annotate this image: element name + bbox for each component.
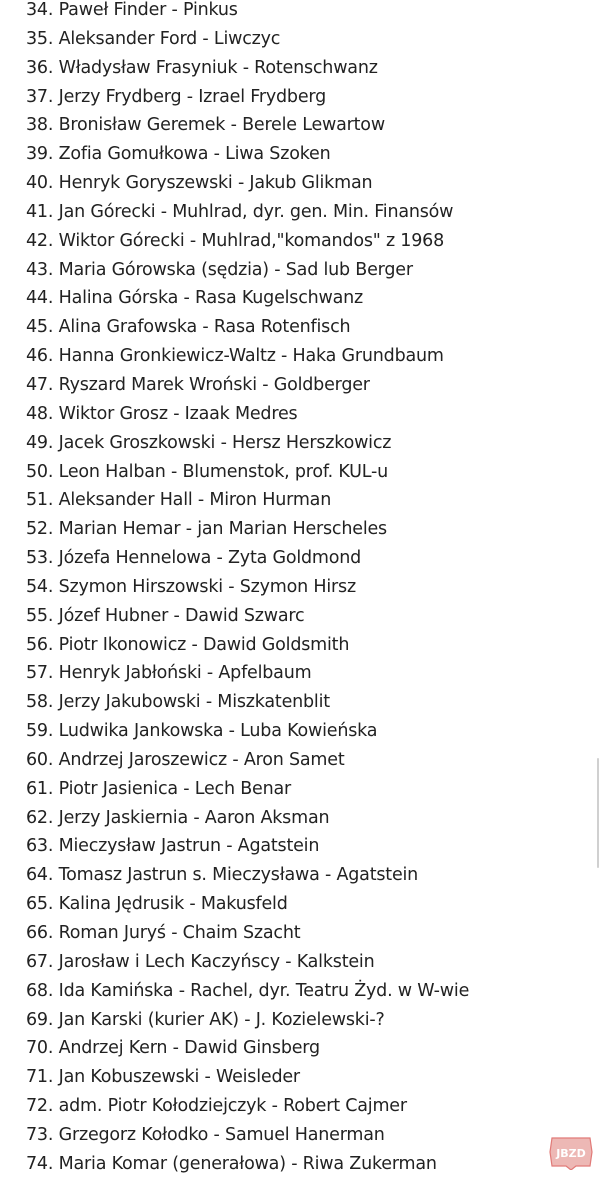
list-item-text: Piotr Ikonowicz - Dawid Goldsmith: [58, 634, 350, 655]
list-item: [0, 198, 600, 227]
list-item: [0, 890, 600, 919]
list-item: [0, 919, 600, 948]
list-item-text: Leon Halban - Blumenstok, prof. KUL-u: [58, 461, 388, 482]
list-item-text: Andrzej Kern - Dawid Ginsberg: [58, 1038, 320, 1059]
watermark-text: JBZD: [556, 1147, 586, 1160]
list-item-number: 70.: [26, 1038, 54, 1059]
list-item: [0, 1063, 600, 1092]
list-item: [0, 515, 600, 544]
list-item-number: 68.: [26, 980, 54, 1001]
list-item-text: Roman Juryś - Chaim Szacht: [58, 923, 301, 943]
list-item: [0, 140, 600, 169]
list-item-text: Jerzy Jakubowski - Miszkatenblit: [58, 692, 330, 713]
list-item-text: Jerzy Frydberg - Izrael Frydberg: [58, 86, 326, 107]
list-item: [0, 631, 600, 660]
list-item-text: Jacek Groszkowski - Hersz Herszkowicz: [58, 432, 392, 453]
list-item-number: 74.: [26, 1153, 54, 1174]
list-item-text: Maria Górowska (sędzia) - Sad lub Berger: [58, 259, 413, 280]
list-item-number: 45.: [26, 317, 54, 338]
list-item: [0, 227, 600, 256]
list-item: [0, 602, 600, 631]
list-item: [0, 1121, 600, 1150]
list-item: [0, 256, 600, 285]
list-item: [0, 458, 600, 487]
list-item: [0, 1034, 600, 1063]
list-item-text: Alina Grafowska - Rasa Rotenfisch: [58, 317, 351, 338]
list-item-text: Hanna Gronkiewicz-Waltz - Haka Grundbaum: [58, 346, 444, 367]
list-item-number: 57.: [26, 663, 54, 684]
list-item-text: Andrzej Jaroszewicz - Aron Samet: [58, 749, 345, 770]
list-item-number: 60.: [26, 749, 54, 770]
list-item: [0, 111, 600, 140]
list-item-number: 34.: [26, 0, 54, 20]
list-item-number: 53.: [26, 548, 54, 569]
list-item-number: 38.: [26, 115, 54, 136]
list-item-number: 52.: [26, 519, 54, 540]
list-item-text: Zofia Gomułkowa - Liwa Szoken: [58, 144, 331, 165]
list-item-text: Jerzy Jaskiernia - Aaron Aksman: [58, 807, 330, 828]
list-item-number: 72.: [26, 1096, 54, 1117]
list-item: [0, 1150, 600, 1178]
list-item: [0, 284, 600, 313]
list-item-text: Józef Hubner - Dawid Szwarc: [58, 605, 305, 626]
list-item-text: Grzegorz Kołodko - Samuel Hanerman: [58, 1124, 385, 1145]
list-item: [0, 948, 600, 977]
list-item-number: 43.: [26, 259, 54, 280]
list-item-text: Wiktor Górecki - Muhlrad,"komandos" z 1968: [58, 230, 445, 251]
list-item-text: Marian Hemar - jan Marian Herscheles: [58, 519, 387, 540]
list-item-text: Jarosław i Lech Kaczyńscy - Kalkstein: [58, 951, 375, 972]
list-item: [0, 83, 600, 112]
list-item-text: Ryszard Marek Wroński - Goldberger: [58, 374, 370, 395]
list-item: [0, 1006, 600, 1035]
list-item: [0, 804, 600, 833]
list-item-number: 36.: [26, 57, 54, 78]
list-item-text: Henryk Jabłoński - Apfelbaum: [58, 663, 312, 684]
list-item-number: 67.: [26, 951, 54, 972]
list-item-text: Bronisław Geremek - Berele Lewartow: [58, 115, 385, 136]
list-item-number: 58.: [26, 692, 54, 713]
list-item: [0, 54, 600, 83]
list-item-number: 41.: [26, 201, 54, 222]
list-item-number: 62.: [26, 807, 54, 828]
list-item: [0, 371, 600, 400]
list-item-number: 64.: [26, 865, 54, 886]
list-item: [0, 573, 600, 602]
list-item: [0, 688, 600, 717]
list-item: [0, 1092, 600, 1121]
scrollbar[interactable]: [597, 758, 599, 868]
list-item: [0, 717, 600, 746]
list-item-number: 44.: [26, 288, 54, 309]
list-item: [0, 342, 600, 371]
list-item-text: Józefa Hennelowa - Zyta Goldmond: [58, 548, 362, 569]
list-item: [0, 169, 600, 198]
list-item: [0, 0, 600, 25]
list-item-text: Szymon Hirszowski - Szymon Hirsz: [58, 576, 356, 597]
list-item-text: Ida Kamińska - Rachel, dyr. Teatru Żyd. w W-wie: [58, 980, 470, 1001]
list-item-number: 56.: [26, 634, 54, 655]
list-item-number: 50.: [26, 461, 54, 482]
list-item-text: Mieczysław Jastrun - Agatstein: [58, 836, 320, 857]
list-item-text: Aleksander Hall - Miron Hurman: [58, 490, 332, 511]
list-item-text: Tomasz Jastrun s. Mieczysława - Agatstein: [58, 865, 419, 886]
list-item: [0, 832, 600, 861]
list-item: [0, 977, 600, 1006]
list-item-text: Jan Kobuszewski - Weisleder: [58, 1067, 300, 1088]
list-item-number: 40.: [26, 173, 54, 194]
list-item-number: 73.: [26, 1124, 54, 1145]
list-item-number: 71.: [26, 1067, 54, 1088]
list-item-number: 55.: [26, 605, 54, 626]
list-item-number: 42.: [26, 230, 54, 251]
list-item: [0, 659, 600, 688]
list-item-number: 48.: [26, 403, 54, 424]
list-item-number: 65.: [26, 894, 54, 915]
list-item: [0, 775, 600, 804]
list-item-text: adm. Piotr Kołodziejczyk - Robert Cajmer: [58, 1096, 407, 1117]
list-item-number: 37.: [26, 86, 54, 107]
list-item: [0, 313, 600, 342]
list-item-text: Jan Górecki - Muhlrad, dyr. gen. Min. Finansów: [58, 201, 454, 222]
list-item-number: 49.: [26, 432, 54, 453]
list-item: [0, 746, 600, 775]
list-item: [0, 486, 600, 515]
list-item-text: Wiktor Grosz - Izaak Medres: [58, 403, 298, 424]
list-item-number: 51.: [26, 490, 54, 511]
list-item-number: 61.: [26, 778, 54, 799]
list-item-text: Paweł Finder - Pinkus: [58, 0, 238, 20]
list-item: [0, 861, 600, 890]
list-item-text: Halina Górska - Rasa Kugelschwanz: [58, 288, 364, 309]
list-item-number: 46.: [26, 346, 54, 367]
list-item: [0, 544, 600, 573]
list-item: [0, 429, 600, 458]
list-item-number: 69.: [26, 1009, 54, 1030]
list-item-text: Maria Komar (generałowa) - Riwa Zukerman: [58, 1153, 437, 1174]
list-item-text: Ludwika Jankowska - Luba Kowieńska: [58, 721, 378, 742]
list-item-text: Aleksander Ford - Liwczyc: [58, 28, 281, 49]
list-item-text: Władysław Frasyniuk - Rotenschwanz: [58, 57, 378, 78]
list-item: [0, 25, 600, 54]
list-item-number: 39.: [26, 144, 54, 165]
list-item-number: 66.: [26, 923, 54, 943]
list-item-number: 47.: [26, 374, 54, 395]
list-item-text: Jan Karski (kurier AK) - J. Kozielewski-?: [58, 1009, 385, 1030]
list-item: [0, 400, 600, 429]
list-item-text: Piotr Jasienica - Lech Benar: [58, 778, 292, 799]
list-item-text: Henryk Goryszewski - Jakub Glikman: [58, 173, 373, 194]
list-item-number: 54.: [26, 576, 54, 597]
watermark-logo: [548, 1136, 594, 1170]
list-item-number: 63.: [26, 836, 54, 857]
list-item-number: 35.: [26, 28, 54, 49]
list-item-text: Kalina Jędrusik - Makusfeld: [58, 894, 288, 915]
list-item-number: 59.: [26, 721, 54, 742]
